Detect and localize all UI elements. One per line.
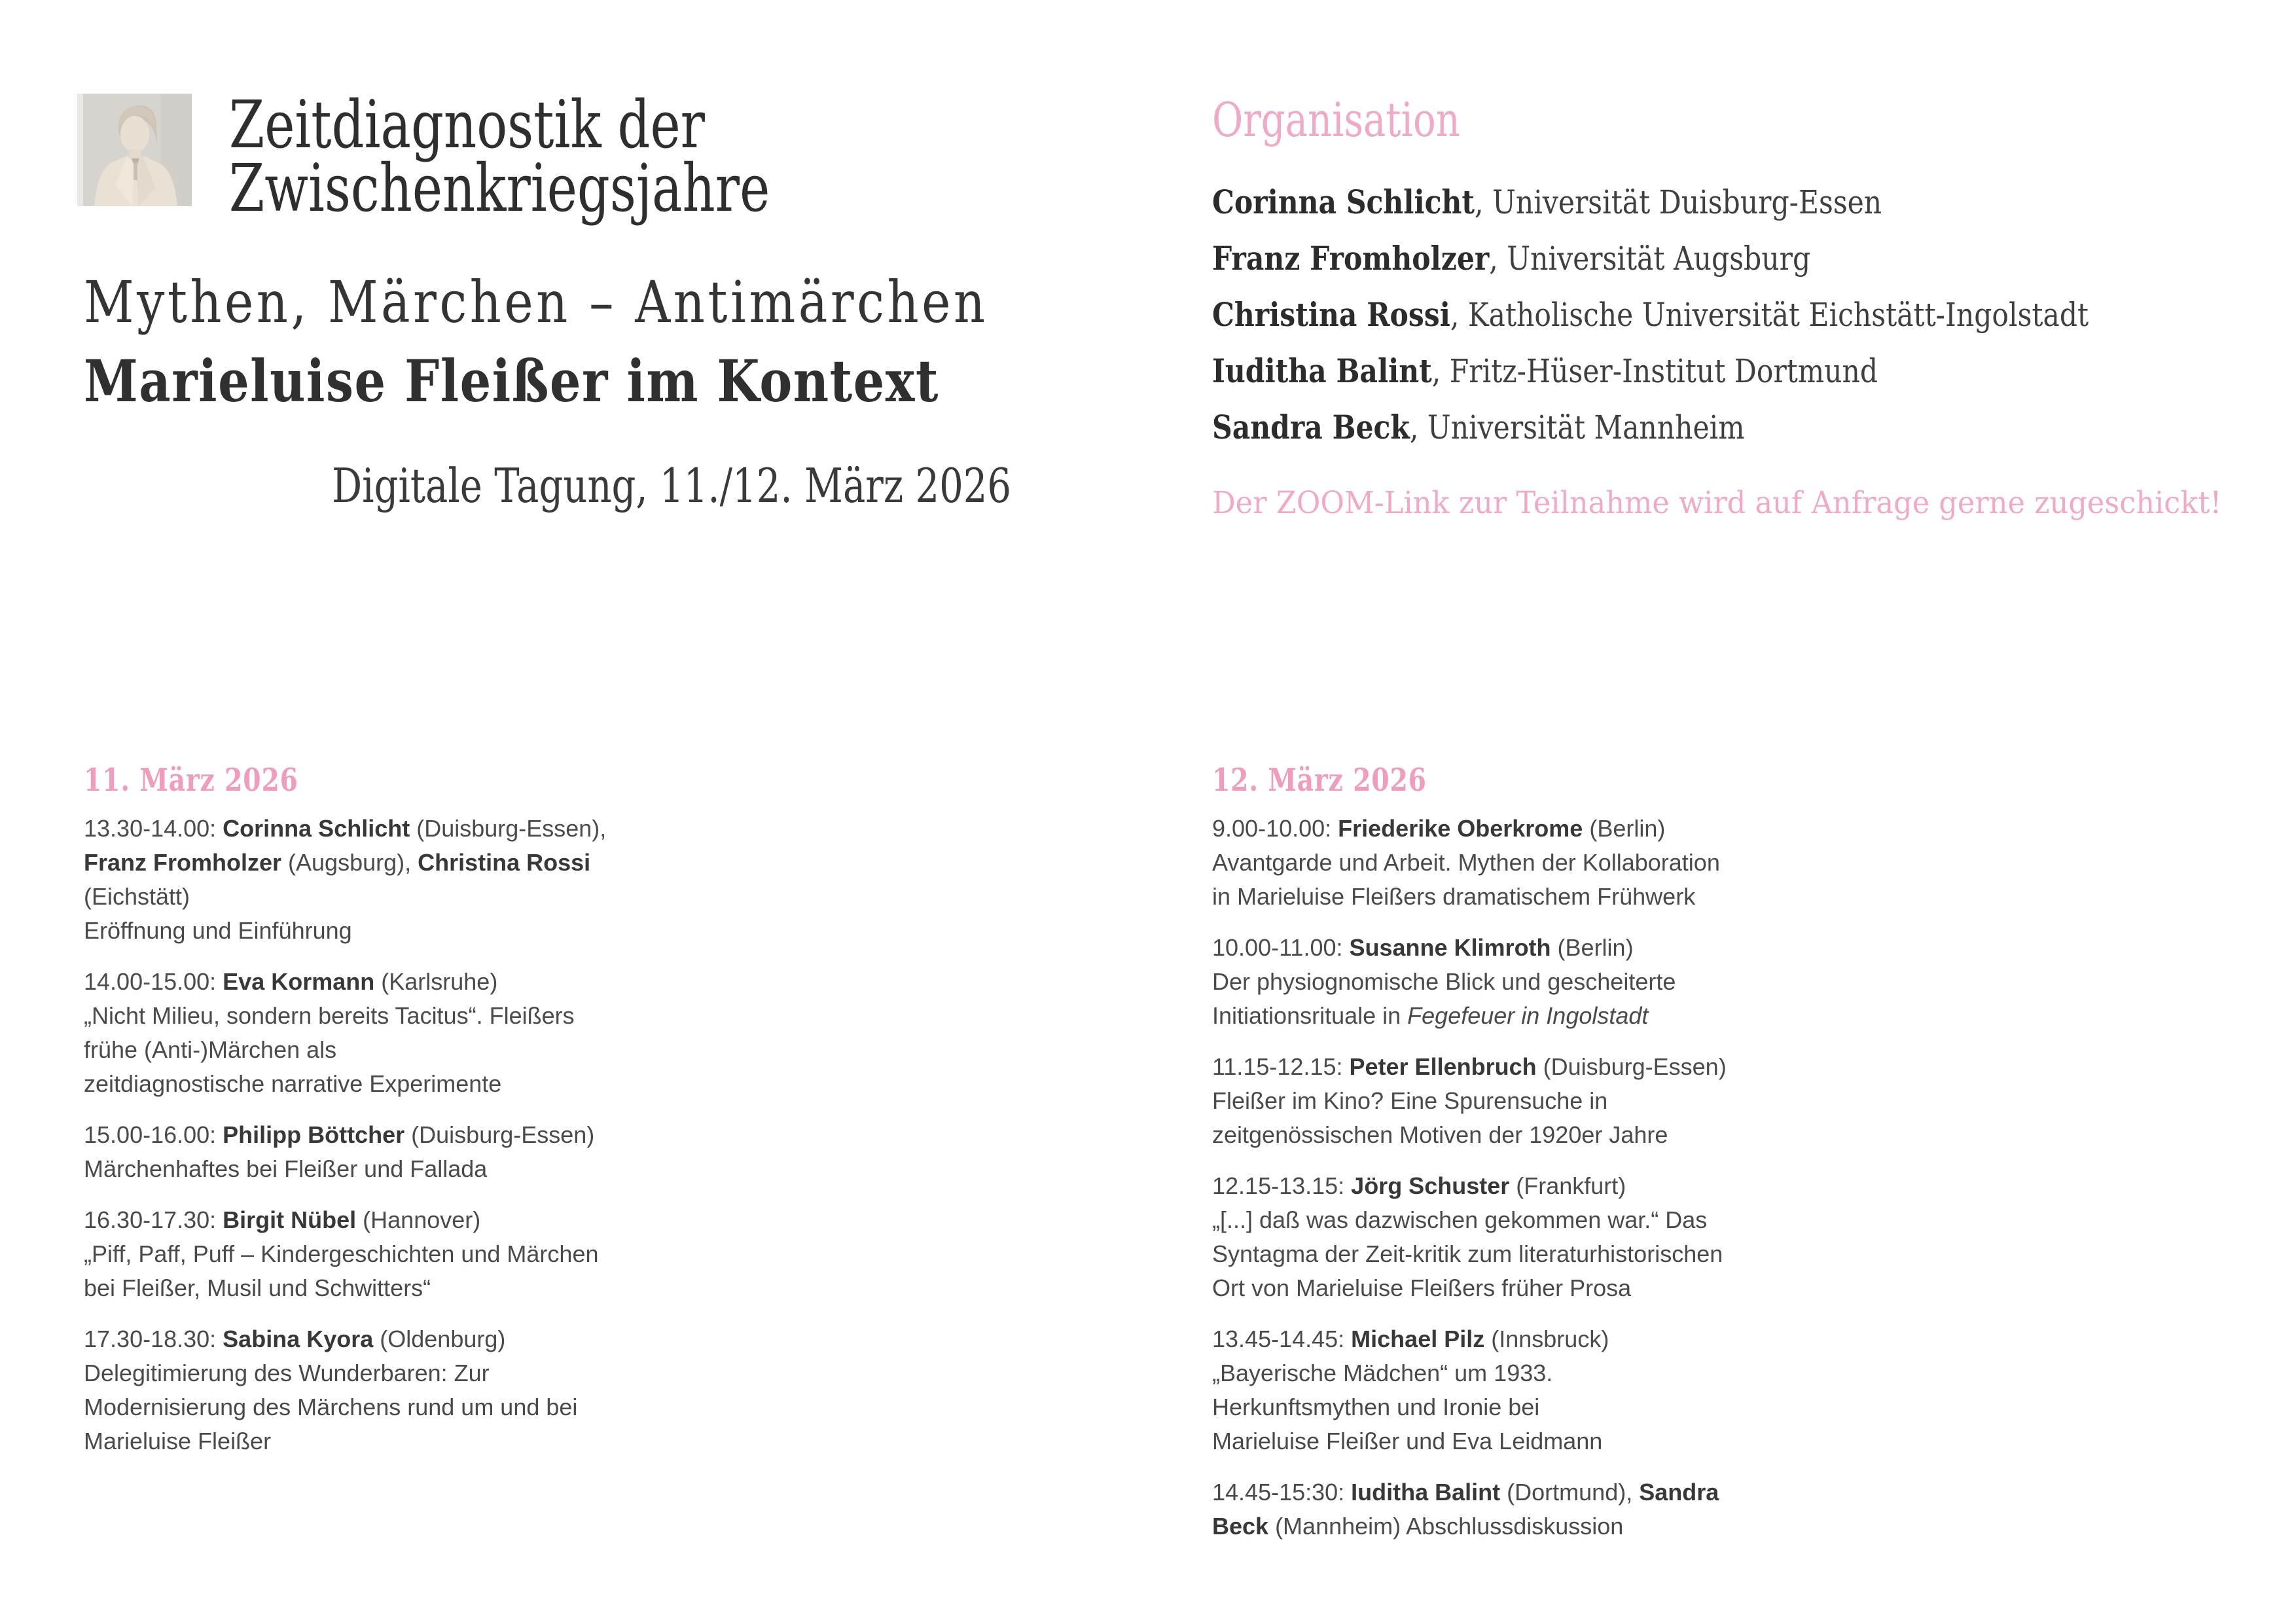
session-line: Beck (Mannheim) Abschlussdiskussion [1212, 1513, 1624, 1540]
session-entry [84, 812, 836, 948]
portrait-image [77, 94, 192, 206]
session-line: zeitgenössischen Motiven der 1920er Jahre [1212, 1121, 1668, 1148]
series-title [229, 86, 770, 226]
session-entry [1212, 812, 2096, 914]
session-entry [1212, 1050, 2096, 1152]
organizer-affiliation: , Universität Mannheim [1409, 408, 1745, 446]
organizer-affiliation: , Universität Augsburg [1489, 240, 1811, 278]
day1-program [84, 812, 836, 1475]
organizer-affiliation: , Fritz-Hüser-Institut Dortmund [1431, 352, 1878, 390]
organizer-name: Christina Rossi [1212, 295, 1450, 334]
session-line: Franz Fromholzer (Augsburg), Christina Rossi [84, 849, 591, 876]
session-entry [84, 1322, 836, 1458]
session-entry [84, 1203, 836, 1305]
session-line: 17.30-18.30: Sabina Kyora (Oldenburg) [84, 1326, 506, 1352]
conference-subtitle: Marieluise Fleißer im Kontext [84, 347, 939, 415]
session-line: 14.00-15.00: Eva Kormann (Karlsruhe) [84, 968, 498, 995]
session-entry [1212, 1475, 2096, 1543]
organizer-affiliation: , Universität Duisburg-Essen [1475, 183, 1882, 221]
day2-date-heading: 12. März 2026 [1212, 762, 1427, 799]
session-line: „Piff, Paff, Puff – Kindergeschichten und Märchen [84, 1240, 599, 1267]
organizer-entry [1212, 174, 2089, 230]
session-line: Modernisierung des Märchens rund um und bei [84, 1394, 578, 1420]
organizer-name: Iuditha Balint [1212, 352, 1432, 390]
organizer-name: Corinna Schlicht [1212, 183, 1475, 221]
session-line: zeitdiagnostische narrative Experimente [84, 1070, 502, 1097]
session-line: Marieluise Fleißer und Eva Leidmann [1212, 1428, 1603, 1454]
session-entry [1212, 1322, 2096, 1458]
session-line: Der physiognomische Blick und gescheiterte [1212, 968, 1676, 995]
organizer-name: Franz Fromholzer [1212, 239, 1490, 278]
session-line: 13.45-14.45: Michael Pilz (Innsbruck) [1212, 1326, 1609, 1352]
session-entry [84, 965, 836, 1101]
session-line: 13.30-14.00: Corinna Schlicht (Duisburg-Essen), [84, 815, 607, 842]
series-title-line-1: Zeitdiagnostik der [229, 86, 705, 163]
day2-program [1212, 812, 2096, 1561]
session-line: in Marieluise Fleißers dramatischem Frühwerk [1212, 883, 1696, 910]
organizer-entry [1212, 230, 2089, 287]
session-entry [1212, 1169, 2096, 1305]
organizer-affiliation: , Katholische Universität Eichstätt-Ingolstadt [1450, 296, 2089, 334]
organizer-name: Sandra Beck [1212, 408, 1410, 446]
zoom-link-note: Der ZOOM-Link zur Teilnahme wird auf Anfrage gerne zugeschickt! [1212, 485, 2222, 521]
session-line: Herkunftsmythen und Ironie bei [1212, 1394, 1540, 1420]
session-line: 14.45-15:30: Iuditha Balint (Dortmund), Sandra [1212, 1479, 1719, 1506]
organizer-entry [1212, 399, 2089, 456]
session-line: Initiationsrituale in Fegefeuer in Ingolstadt [1212, 1002, 1649, 1029]
session-line: „Nicht Milieu, sondern bereits Tacitus“. Fleißers [84, 1002, 575, 1029]
session-line: „[...] daß was dazwischen gekommen war.“ Das [1212, 1206, 1708, 1233]
session-line: 9.00-10.00: Friederike Oberkrome (Berlin) [1212, 815, 1666, 842]
organisation-heading: Organisation [1212, 92, 1460, 147]
session-line: 11.15-12.15: Peter Ellenbruch (Duisburg-Essen) [1212, 1053, 1727, 1080]
session-line: Fleißer im Kino? Eine Spurensuche in [1212, 1087, 1608, 1114]
session-line: Syntagma der Zeit-kritik zum literaturhistorischen [1212, 1240, 1723, 1267]
session-line: Delegitimierung des Wunderbaren: Zur [84, 1360, 490, 1386]
session-line: 12.15-13.15: Jörg Schuster (Frankfurt) [1212, 1172, 1626, 1199]
session-line: frühe (Anti-)Märchen als [84, 1036, 337, 1063]
series-title-line-2: Zwischenkriegsjahre [229, 150, 770, 226]
organizer-entry [1212, 287, 2089, 343]
session-line: bei Fleißer, Musil und Schwitters“ [84, 1274, 431, 1301]
session-line: 16.30-17.30: Birgit Nübel (Hannover) [84, 1206, 481, 1233]
session-line: „Bayerische Mädchen“ um 1933. [1212, 1360, 1553, 1386]
day1-date-heading: 11. März 2026 [84, 762, 298, 799]
session-line: Ort von Marieluise Fleißers früher Prosa [1212, 1274, 1632, 1301]
session-line: Avantgarde und Arbeit. Mythen der Kollaboration [1212, 849, 1720, 876]
session-line: Marieluise Fleißer [84, 1428, 272, 1454]
session-line: Märchenhaftes bei Fleißer und Fallada [84, 1155, 488, 1182]
session-line: 10.00-11.00: Susanne Klimroth (Berlin) [1212, 934, 1634, 961]
conference-title: Mythen, Märchen – Antimärchen [84, 268, 988, 336]
marieluise-fleisser-photo [77, 94, 192, 206]
session-line: Eröffnung und Einführung [84, 917, 352, 944]
session-line: 15.00-16.00: Philipp Böttcher (Duisburg-Essen) [84, 1121, 595, 1148]
session-entry [84, 1118, 836, 1186]
session-entry [1212, 931, 2096, 1033]
organizer-list [1212, 174, 2243, 456]
session-line: (Eichstätt) [84, 883, 190, 910]
event-info: Digitale Tagung, 11./12. März 2026 [332, 458, 1012, 513]
organizer-entry [1212, 343, 2089, 399]
